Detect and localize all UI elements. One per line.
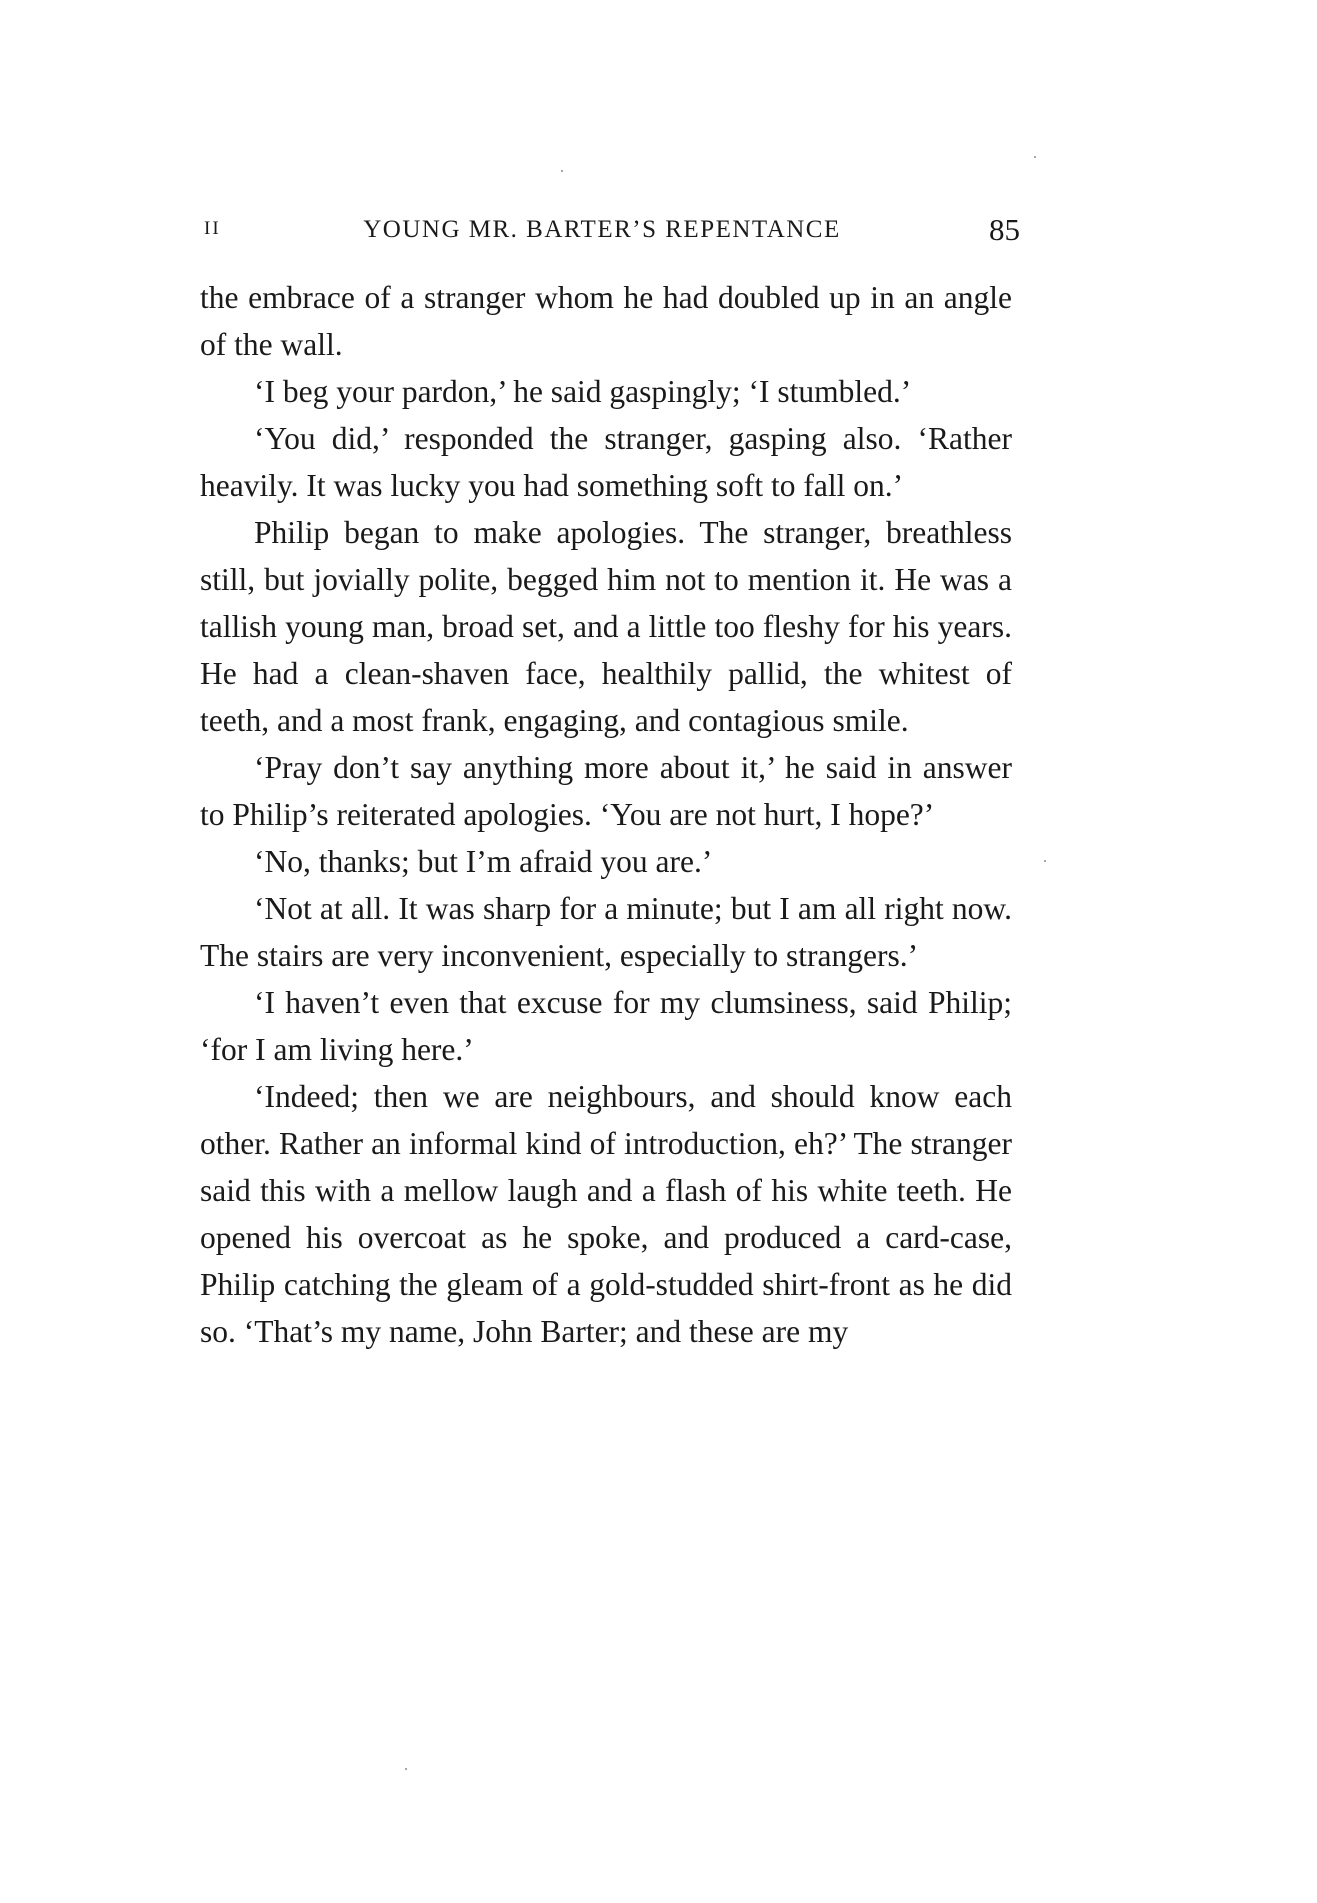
running-title: YOUNG MR. BARTER’S REPENTANCE: [363, 216, 841, 243]
paragraph: ‘You did,’ responded the stranger, gasping also. ‘Rather heavily. It was lucky you had something soft to fall on.’: [200, 421, 1012, 503]
paper-speck: [1044, 860, 1046, 862]
paragraph: ‘I beg your pardon,’ he said gaspingly; ‘I stumbled.’: [254, 374, 912, 409]
paragraph-continued: the embrace of a stranger whom he had doubled up in an angle of the wall.: [200, 280, 1012, 362]
page-number: 85: [989, 212, 1020, 247]
paper-speck: [405, 1768, 407, 1770]
running-head: [200, 212, 1024, 252]
paragraph: ‘No, thanks; but I’m afraid you are.’: [254, 844, 713, 879]
paragraph: ‘Not at all. It was sharp for a minute; but I am all right now. The stairs are very inconvenient, especially to strangers.’: [200, 891, 1012, 973]
chapter-numeral: II: [204, 218, 221, 239]
paragraph: ‘I haven’t even that excuse for my clumsiness, said Philip; ‘for I am living here.’: [200, 985, 1012, 1067]
paragraph: ‘Indeed; then we are neighbours, and should know each other. Rather an informal kind of introduction, eh?’ The stranger said this with a mellow laugh and a flash of his white teeth. He opened his overcoat as he spoke, and produced a card-case, Philip catching the gleam of a gold-studded shirt-front as he did so. ‘That’s my name, John Barter; and these are my: [200, 1079, 1012, 1349]
body-text: [200, 274, 1012, 1355]
paragraph: Philip began to make apologies. The stranger, breathless still, but jovially polite, begged him not to mention it. He was a tallish young man, broad set, and a little too fleshy for his years. He had a clean-shaven face, healthily pallid, the whitest of teeth, and a most frank, engaging, and contagious smile.: [200, 515, 1012, 738]
paper-speck: [1034, 156, 1036, 158]
paper-speck: [561, 170, 563, 172]
paragraph: ‘Pray don’t say anything more about it,’ he said in answer to Philip’s reiterated apologies. ‘You are not hurt, I hope?’: [200, 750, 1012, 832]
